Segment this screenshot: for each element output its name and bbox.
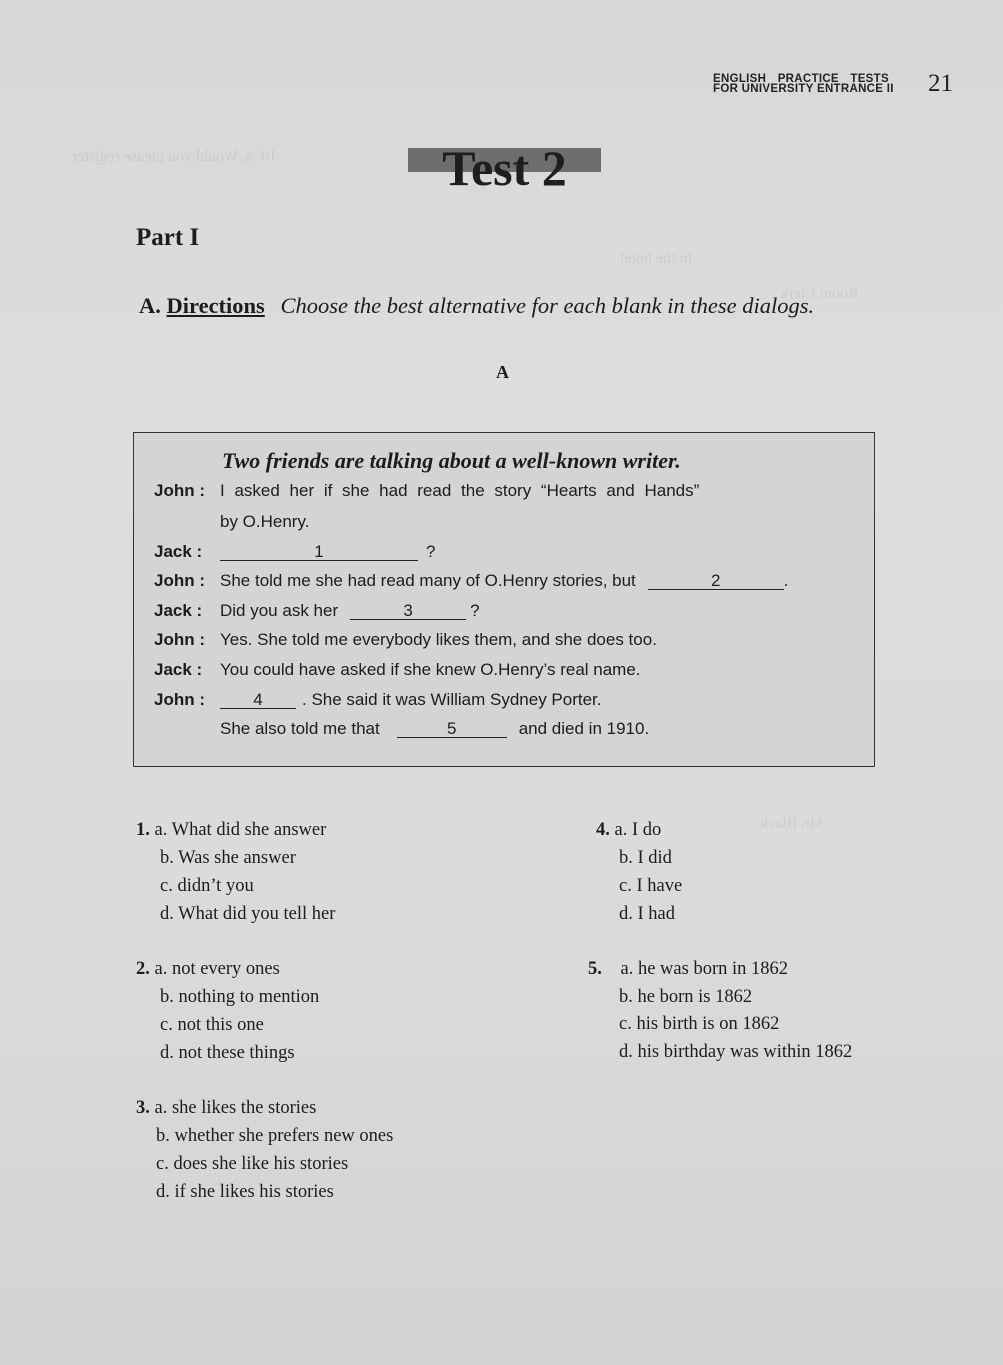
directions-text: Choose the best alternative for each blank in these dialogs. (280, 293, 815, 318)
speaker: Jack : (154, 660, 203, 679)
line-text: ? (426, 542, 436, 561)
line-text: She told me she had read many of O.Henry stories, but (220, 571, 636, 590)
header-line-2: FOR UNIVERSITY ENTRANCE II (713, 83, 894, 95)
option-4c[interactable]: c. I have (619, 876, 683, 896)
blank-1[interactable]: 1 (220, 543, 418, 561)
directions-heading: Directions (166, 293, 265, 318)
speaker: Jack : (154, 601, 203, 620)
option-5c[interactable]: c. his birth is on 1862 (619, 1014, 780, 1034)
option-3c[interactable]: c. does she like his stories (156, 1154, 349, 1174)
speaker: John : (154, 481, 205, 500)
line-text: She also told me that (220, 719, 380, 738)
bleed-through-text: 10. a. Would you please register (72, 148, 278, 165)
question-3 (136, 1098, 316, 1119)
speaker: Jack : (154, 542, 203, 561)
question-number: 5. (588, 959, 602, 979)
question-number: 3. (136, 1098, 150, 1118)
question-number: 1. (136, 820, 150, 840)
line-text: by O.Henry. (220, 512, 310, 531)
test-title: Test 2 (442, 140, 567, 196)
question-4 (596, 820, 661, 841)
line-text: Did you ask her (220, 601, 339, 620)
dialog-line (154, 690, 602, 710)
option-3b[interactable]: b. whether she prefers new ones (156, 1126, 394, 1146)
bleed-through-text: Mr. Black (760, 815, 824, 832)
option-4d[interactable]: d. I had (619, 904, 675, 924)
running-header (713, 74, 894, 94)
option-1c[interactable]: c. didn’t you (160, 876, 254, 896)
line-text: ? (470, 601, 480, 620)
directions (139, 293, 814, 319)
line-text: . (783, 571, 789, 590)
speaker: John : (154, 630, 205, 649)
dialog-line (154, 630, 657, 650)
dialog-line (154, 481, 699, 501)
line-text: You could have asked if she knew O.Henry’s real name. (220, 660, 641, 679)
option-5b[interactable]: b. he born is 1862 (619, 987, 753, 1007)
option-4a[interactable]: a. I do (614, 820, 662, 840)
bleed-through-text: Room Clerk (780, 285, 859, 302)
option-4b[interactable]: b. I did (619, 848, 672, 868)
line-text: I asked her if she had read the story “Hearts and Hands” (220, 481, 700, 500)
question-1 (136, 820, 326, 841)
section-label: A (496, 362, 509, 382)
option-1d[interactable]: d. What did you tell her (160, 904, 336, 924)
dialog-line (220, 719, 649, 739)
blank-5[interactable]: 5 (397, 720, 507, 738)
option-1a[interactable]: a. What did she answer (154, 820, 327, 840)
question-number: 4. (596, 820, 610, 840)
option-3d[interactable]: d. if she likes his stories (156, 1182, 334, 1202)
option-2c[interactable]: c. not this one (160, 1015, 264, 1035)
question-number: 2. (136, 959, 150, 979)
dialog-line (220, 512, 309, 532)
question-5 (588, 959, 788, 980)
part-heading: Part I (136, 224, 200, 251)
blank-2[interactable]: 2 (648, 572, 784, 590)
line-text: . She said it was William Sydney Porter. (302, 690, 602, 709)
dialog-line (154, 571, 789, 591)
line-text: Yes. She told me everybody likes them, and she does too. (220, 630, 657, 649)
blank-4[interactable]: 4 (220, 691, 296, 709)
line-text: and died in 1910. (518, 719, 650, 738)
speaker: John : (154, 690, 205, 709)
dialog-line (154, 660, 641, 680)
dialog-line (154, 542, 435, 562)
option-1b[interactable]: b. Was she answer (160, 848, 296, 868)
option-5d[interactable]: d. his birthday was within 1862 (619, 1042, 853, 1062)
header-line-1: ENGLISH PRACTICE TESTS (713, 73, 889, 85)
speaker: John : (154, 571, 205, 590)
option-2b[interactable]: b. nothing to mention (160, 987, 320, 1007)
dialog-title: Two friends are talking about a well-known writer. (222, 448, 681, 473)
bleed-through-text: In the hotel (620, 250, 693, 267)
option-5a[interactable]: a. he was born in 1862 (620, 959, 788, 979)
option-2d[interactable]: d. not these things (160, 1043, 295, 1063)
option-2a[interactable]: a. not every ones (154, 959, 280, 979)
dialog-line (154, 601, 480, 621)
directions-label: A. (139, 293, 161, 318)
page-number: 21 (928, 70, 953, 97)
option-3a[interactable]: a. she likes the stories (154, 1098, 317, 1118)
blank-3[interactable]: 3 (350, 602, 466, 620)
question-2 (136, 959, 280, 980)
